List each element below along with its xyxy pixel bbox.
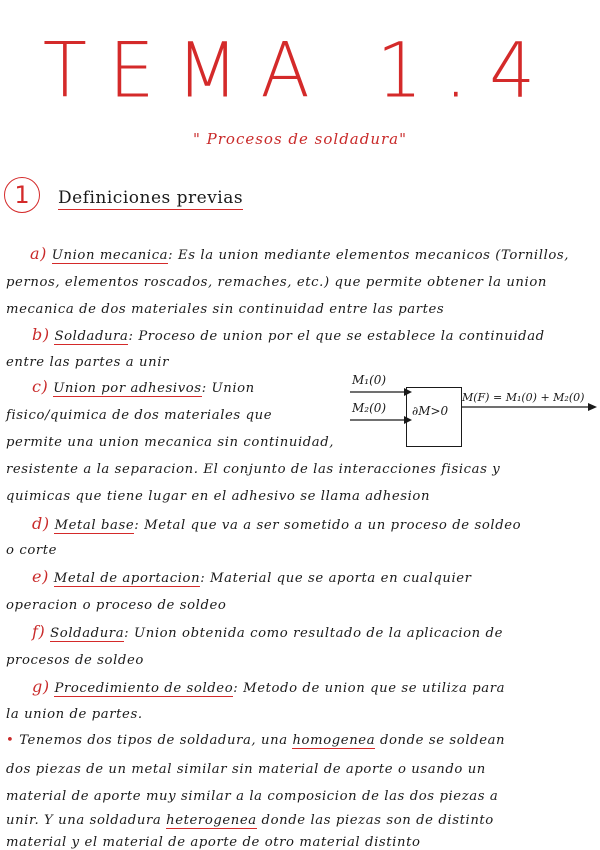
diagram-box-label: ∂M>0 [412, 404, 449, 418]
item-c-term: Union por adhesivos [53, 381, 202, 396]
diagram-input-1: M₁(0) [352, 373, 387, 387]
page-subtitle: " Procesos de soldadura" [192, 130, 408, 148]
item-c-line1 [32, 377, 255, 396]
item-a-line1 [30, 244, 569, 263]
note-bullet: • [6, 733, 15, 748]
item-e-line2: operacion o proceso de soldeo [6, 598, 227, 613]
item-a-line3: mecanica de dos materiales sin continuidad entre las partes [6, 302, 445, 317]
keyword-homogenea: homogenea [292, 733, 376, 748]
diagram-input-2: M₂(0) [352, 401, 387, 415]
note-text-1b: donde se soldean [375, 733, 506, 748]
item-g-line1 [32, 677, 505, 696]
item-e-line1 [32, 567, 472, 586]
arrow-in-2-head [404, 416, 412, 424]
item-f-term: Soldadura [50, 626, 125, 641]
item-g-term: Procedimiento de soldeo [54, 681, 234, 696]
note-line1 [6, 733, 505, 748]
keyword-heterogenea: heterogenea [166, 813, 257, 828]
item-a-line2: pernos, elementos roscados, remaches, etc.) que permite obtener la union [6, 275, 547, 290]
diagram-output: M(F) = M₁(0) + M₂(0) [462, 391, 585, 404]
item-d-label: d) [32, 514, 50, 533]
item-b-text: : Proceso de union por el que se establece la continuidad [128, 329, 545, 344]
item-f-text: : Union obtenida como resultado de la aplicacion de [124, 626, 504, 641]
item-e-text: : Material que se aporta en cualquier [200, 571, 472, 586]
item-d-line2: o corte [6, 543, 58, 558]
item-f-line1 [32, 622, 503, 641]
item-c-line5: quimicas que tiene lugar en el adhesivo se llama adhesion [6, 489, 431, 504]
item-e-term: Metal de aportacion [53, 571, 201, 586]
arrow-out-head [588, 403, 597, 411]
item-e-label: e) [32, 567, 49, 586]
item-b-label: b) [32, 325, 50, 344]
note-text-1a: Tenemos dos tipos de soldadura, una [19, 733, 293, 748]
item-f-line2: procesos de soldeo [6, 653, 144, 668]
note-text-4a: unir. Y una soldadura [6, 813, 167, 828]
page-title: TEMA 1.4 [42, 25, 558, 115]
note-line2: dos piezas de un metal similar sin material de aporte o usando un [6, 762, 486, 777]
item-c-label: c) [32, 377, 49, 396]
note-text-4b: donde las piezas son de distinto [256, 813, 494, 828]
item-g-line2: la union de partes. [6, 707, 143, 722]
item-c-line4: resistente a la separacion. El conjunto de las interacciones fisicas y [6, 462, 501, 477]
note-line3: material de aporte muy similar a la composicion de las dos piezas a [6, 789, 499, 804]
section-number: 1 [4, 177, 40, 213]
note-line4 [6, 813, 494, 828]
item-b-term: Soldadura [54, 329, 129, 344]
item-a-term: Union mecanica [51, 248, 169, 263]
item-c-line3: permite una union mecanica sin continuidad, [6, 435, 335, 450]
item-g-label: g) [32, 677, 50, 696]
item-b-line2: entre las partes a unir [6, 355, 169, 370]
section-heading: Definiciones previas [58, 188, 244, 208]
item-a-label: a) [30, 244, 47, 263]
note-line5: material y el material de aporte de otro material distinto [6, 835, 421, 850]
item-d-term: Metal base [54, 518, 135, 533]
item-f-label: f) [32, 622, 46, 641]
item-d-text: : Metal que va a ser sometido a un proceso de soldeo [134, 518, 522, 533]
item-c-text: : Union [201, 381, 255, 396]
item-g-text: : Metodo de union que se utiliza para [233, 681, 506, 696]
item-a-text: : Es la union mediante elementos mecanicos (Tornillos, [168, 248, 570, 263]
item-d-line1 [32, 514, 521, 533]
diagram-arrows [340, 380, 600, 430]
arrow-in-1-head [404, 388, 412, 396]
item-c-line2: fisico/quimica de dos materiales que [6, 408, 273, 423]
item-b-line1 [32, 325, 545, 344]
